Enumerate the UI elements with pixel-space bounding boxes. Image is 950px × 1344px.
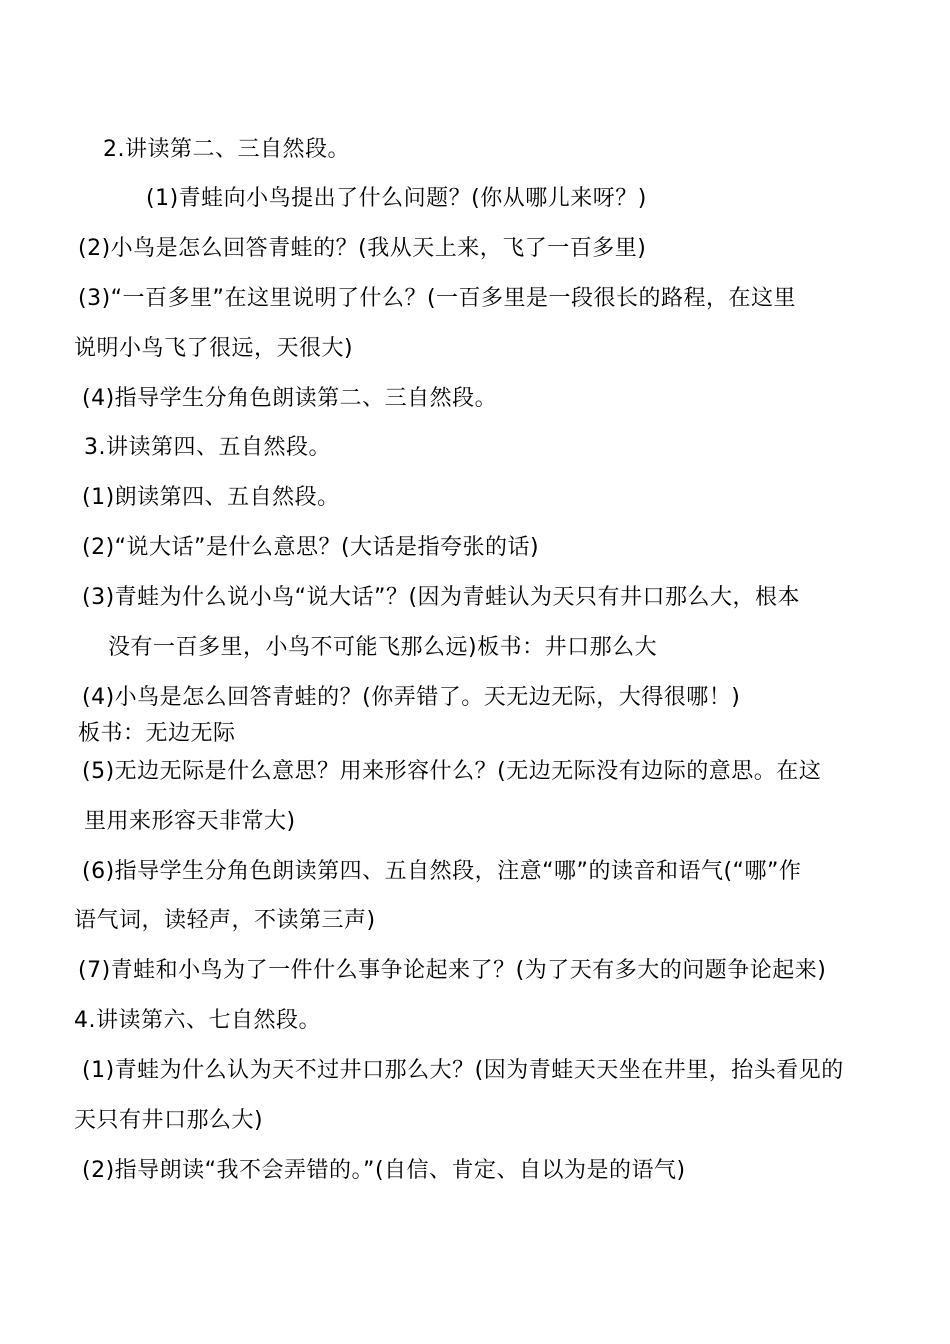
paragraph-line: 语气词，读轻声，不读第三声) bbox=[74, 908, 376, 933]
paragraph-line: (4)小鸟是怎么回答青蛙的？(你弄错了。天无边无际，大得很哪！) bbox=[82, 685, 741, 710]
paragraph-line: (2)“说大话”是什么意思？(大话是指夸张的话) bbox=[82, 535, 540, 560]
paragraph-line: 里用来形容天非常大) bbox=[84, 809, 296, 834]
section-heading-4: 4.讲读第六、七自然段。 bbox=[74, 1008, 321, 1033]
paragraph-line: (7)青蛙和小鸟为了一件什么事争论起来了？(为了天有多大的问题争论起来) bbox=[78, 958, 827, 983]
paragraph-line: 没有一百多里，小鸟不可能飞那么远)板书：井口那么大 bbox=[108, 635, 658, 660]
board-note: 板书：无边无际 bbox=[78, 721, 236, 746]
section-heading-2: 2.讲读第二、三自然段。 bbox=[103, 137, 350, 162]
paragraph-line: (3)青蛙为什么说小鸟“说大话”？(因为青蛙认为天只有井口那么大，根本 bbox=[82, 585, 801, 610]
section-heading-3: 3.讲读第四、五自然段。 bbox=[84, 435, 331, 460]
paragraph-line: 说明小鸟飞了很远，天很大) bbox=[74, 336, 354, 361]
paragraph-line: (4)指导学生分角色朗读第二、三自然段。 bbox=[82, 386, 498, 411]
paragraph-line: (1)青蛙向小鸟提出了什么问题？(你从哪儿来呀？) bbox=[146, 186, 647, 211]
paragraph-line: (3)“一百多里”在这里说明了什么？(一百多里是一段很长的路程，在这里 bbox=[78, 286, 797, 311]
paragraph-line: (1)青蛙为什么认为天不过井口那么大？(因为青蛙天天坐在井里，抬头看见的 bbox=[82, 1058, 844, 1083]
paragraph-line: 天只有井口那么大) bbox=[74, 1108, 264, 1133]
paragraph-line: (6)指导学生分角色朗读第四、五自然段，注意“哪”的读音和语气(“哪”作 bbox=[82, 859, 802, 884]
paragraph-line: (2)小鸟是怎么回答青蛙的？(我从天上来，飞了一百多里) bbox=[78, 236, 647, 261]
paragraph-line: (2)指导朗读“我不会弄错的。”(自信、肯定、自以为是的语气) bbox=[82, 1158, 686, 1183]
paragraph-line: (1)朗读第四、五自然段。 bbox=[82, 485, 340, 510]
paragraph-line: (5)无边无际是什么意思？用来形容什么？(无边无际没有边际的意思。在这 bbox=[82, 759, 822, 784]
